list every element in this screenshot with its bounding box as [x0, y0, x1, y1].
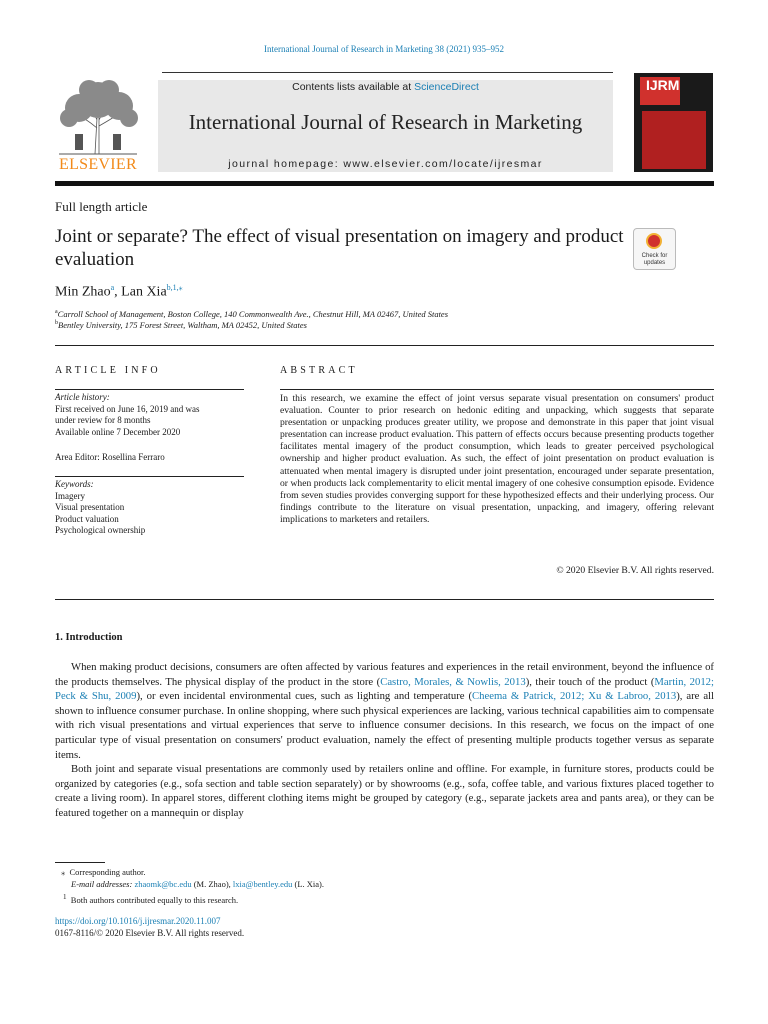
- journal-title: International Journal of Research in Marketing: [188, 110, 583, 134]
- area-editor: Area Editor: Rosellina Ferraro: [55, 452, 165, 462]
- bookmark-icon: [646, 233, 662, 249]
- divider: [55, 345, 714, 346]
- check-for-updates-label: Check for updates: [641, 253, 668, 266]
- corresponding-mark[interactable]: ⁎: [178, 283, 183, 292]
- author-name: Min Zhao: [55, 284, 111, 300]
- affiliation-b: $^b$Bentley University, 175 Forest Street, Waltham, MA 02452, United States: [55, 320, 307, 330]
- divider: [55, 476, 244, 477]
- intro-paragraph-1: When making product decisions, consumers are often affected by various features and experiences in the retail environment, beyond the influence of the products themselves. The physical display of the product in the store (Castro, Morales, & Nowlis, 2013), their touch of the product (Martin, 2012; Peck & Shu, 2009), or even incidental environmental cues, such as lighting and temperature (Cheema & Patrick, 2012; Xu & Labroo, 2013), are all shown to influence consumer purchase. In online shopping, where such physical experiences are lacking, various technical capabilities aim to compensate with rich visual presentations and virtual experiences that serve to influence consumer decisions. In this research, we focus on the impact of one particular type of visual presentation on consumers' product evaluation, namely the effect of presenting multiple products together versus as separate items. Both joint and separate visual presentations are commonly used by retailers online and offline. For example, in furniture stores, products could be organized by categories (e.g., sofa section and table section separately) or by showrooms (e.g., sofa, coffee table, and various fixtures placed together to create a living room). In apparel stores, different clothing items might be grouped by category (e.g., separate jackets area and pants area), or they can be featured together on a mannequin or display: [55, 661, 714, 819]
- author-name: Lan Xia: [121, 284, 167, 300]
- citation-link[interactable]: Martin, 2012; Peck & Shu, 2009: [55, 675, 714, 703]
- footnote-1: $^1$ Both authors contributed equally to this research.: [63, 893, 239, 905]
- divider: [280, 389, 714, 390]
- keyword: Imagery: [55, 490, 85, 501]
- journal-cover: [634, 73, 713, 172]
- author-affil-link[interactable]: b,1,: [166, 283, 179, 292]
- contents-line: Contents lists available at ScienceDirect: [292, 81, 479, 93]
- divider: [55, 599, 714, 600]
- keyword: Visual presentation: [55, 502, 125, 512]
- article-history: Article history: First received on June 16, 2019 and was under review for 8 months Available online 7 December 2020: [55, 392, 200, 437]
- journal-reference[interactable]: International Journal of Research in Marketing 38 (2021) 935–952: [264, 44, 504, 54]
- email-link[interactable]: lxia@bentley.edu: [232, 879, 293, 889]
- divider: [55, 389, 244, 390]
- intro-paragraph-2: Both joint and separate visual presentations are commonly used by retailers online and offline. For example, in furniture stores, products could be organized by categories (e.g., sofa section and table section separately) or by showrooms (e.g., sofa, coffee table, and various fixtures placed together to create a living room). In apparel stores, different clothing items might be grouped by category (e.g., separate jackets area and pants area), or they can be featured together on a mannequin or display: [55, 763, 714, 819]
- cover-image: [642, 111, 706, 169]
- author-affil-link[interactable]: a: [110, 283, 115, 292]
- article-type: Full length article: [55, 199, 148, 214]
- affiliation-a: $^a$Carroll School of Management, Boston College, 140 Commonwealth Ave., Chestnut Hill, MA 02467, United States: [55, 309, 449, 319]
- journal-homepage[interactable]: journal homepage: www.elsevier.com/locate/ijresmar: [228, 158, 543, 170]
- email-link[interactable]: zhaomk@bc.edu: [134, 879, 192, 889]
- keyword: Psychological ownership: [55, 525, 146, 535]
- abstract-text: In this research, we examine the effect of joint versus separate visual presentation on consumers' product evaluation. Counter to prior research on hedonic editing and unpacking, which suggests that separate presentation or unpacking produces greater utility, we propose and demonstrate in this paper that joint visual presentation can increase product evaluation. This pattern of effects occurs because presenting products together facilitates mental imagery of the product consumption, which leads to greater perceived psychological ownership and higher product evaluation. As such, the effect of joint presentation on product evaluation is attenuated when mental imagery is disrupted under joint presentation, encouraged under separate presentation, or when products lack complementarity to elicit mental imagery of one cohesive consumption episode. Evidence from seven studies provides converging support for these hypothesized effects and their underlying process. Our findings contribute to the literature on visual presentation, unpacking, and imagery, offering relevant implications to marketers and retailers.: [280, 393, 714, 525]
- sciencedirect-link[interactable]: ScienceDirect: [414, 81, 479, 93]
- article-info-heading: ARTICLE INFO: [55, 365, 161, 376]
- cover-title: IJRM: [646, 77, 680, 93]
- citation-link[interactable]: Cheema & Patrick, 2012; Xu & Labroo, 2013: [472, 690, 677, 703]
- author-list: Min Zhao$^a$, Lan Xia$^{b,1,⁎}$: [55, 283, 183, 300]
- footnote-emails: E-mail addresses: zhaomk@bc.edu (M. Zhao), lxia@bentley.edu (L. Xia).: [71, 879, 324, 889]
- elsevier-wordmark: ELSEVIER: [59, 156, 137, 173]
- keyword: Product valuation: [55, 513, 119, 524]
- abstract-copyright: © 2020 Elsevier B.V. All rights reserved.: [556, 565, 714, 576]
- header-rule: [162, 72, 613, 73]
- keywords: Keywords: Imagery Visual presentation Product valuation Psychological ownership: [55, 479, 245, 537]
- citation-link[interactable]: Castro, Morales, & Nowlis, 2013: [380, 675, 526, 688]
- footnote-rule: [55, 862, 105, 863]
- issn-line: 0167-8116/© 2020 Elsevier B.V. All rights reserved.: [55, 928, 245, 938]
- elsevier-tree-icon: [55, 78, 141, 156]
- doi-link[interactable]: https://doi.org/10.1016/j.ijresmar.2020.11.007: [55, 916, 221, 926]
- elsevier-logo: [55, 78, 141, 174]
- check-for-updates-button[interactable]: [633, 228, 676, 270]
- footnote-corresponding: ⁎ Corresponding author.: [61, 867, 146, 877]
- article-title: Joint or separate? The effect of visual presentation on imagery and product evaluation: [55, 226, 624, 270]
- header-thick-rule: [55, 181, 714, 186]
- abstract-heading: ABSTRACT: [280, 365, 358, 376]
- section-heading: 1. Introduction: [55, 632, 123, 643]
